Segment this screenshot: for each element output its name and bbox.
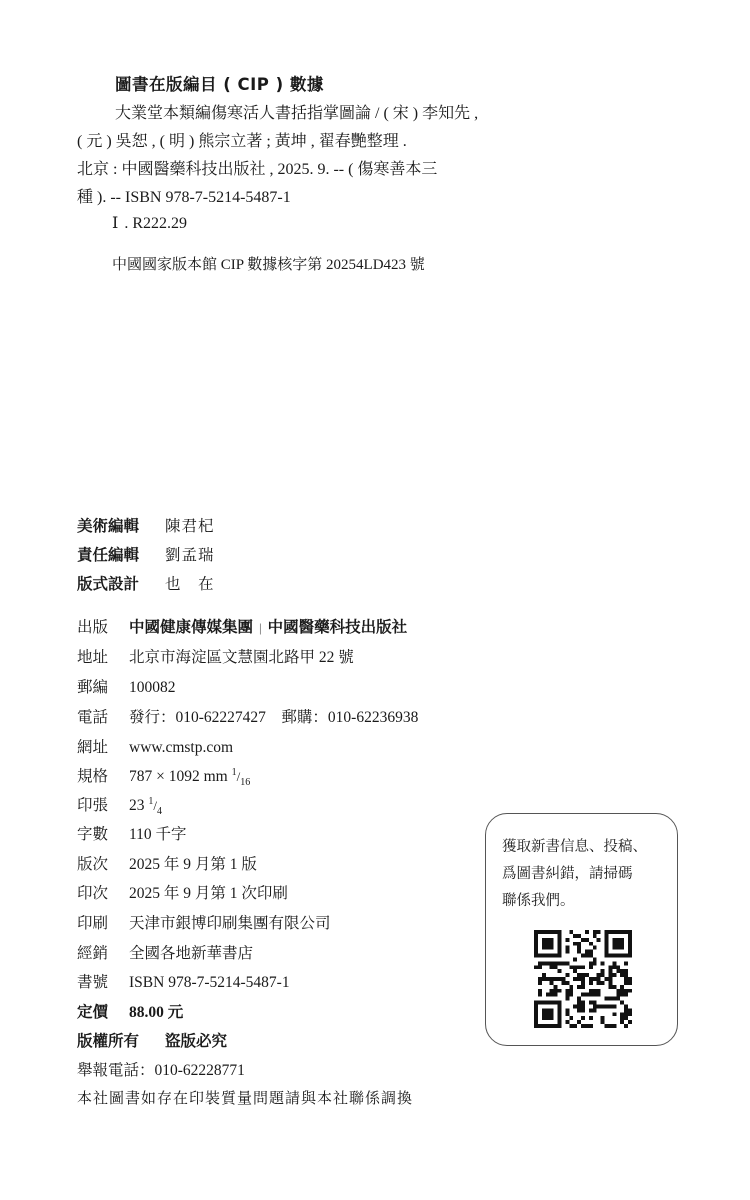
info-row-printing bbox=[77, 881, 288, 903]
info-value: 100082 bbox=[129, 679, 176, 696]
info-row-price bbox=[77, 1000, 183, 1022]
info-label: 書號 bbox=[77, 974, 109, 991]
price-value: 88.00 元 bbox=[129, 1004, 184, 1021]
info-label: 經銷 bbox=[77, 945, 109, 962]
info-value: 2025 年 9 月第 1 次印刷 bbox=[129, 885, 288, 902]
info-row-sheets: 印張 23 $^1/_4$ bbox=[77, 793, 162, 817]
qr-card-line: 獲取新書信息、投稿、 bbox=[502, 839, 647, 855]
staff-label: 版式設計 bbox=[77, 575, 140, 593]
info-row-website bbox=[77, 735, 233, 757]
staff-row-responsible-editor bbox=[77, 543, 215, 565]
info-label: 郵編 bbox=[77, 679, 109, 696]
cip-classification-code: . R222.29 bbox=[124, 215, 187, 232]
info-value: 23 bbox=[129, 797, 145, 814]
rights-label: 版權所有 bbox=[77, 1033, 140, 1050]
info-value: 發行：010-62227427 郵購：010-62236938 bbox=[129, 709, 419, 726]
info-value: 110 千字 bbox=[129, 826, 187, 843]
cip-nlc-number: 中國國家版本館 CIP 數據核字第 20254LD423 號 bbox=[112, 257, 425, 273]
info-value: 天津市銀博印刷集團有限公司 bbox=[129, 915, 331, 932]
rights-row bbox=[77, 1029, 227, 1051]
fraction-numerator: 1 bbox=[231, 766, 237, 778]
qr-contact-card bbox=[485, 813, 678, 1046]
info-row-phone bbox=[77, 705, 418, 727]
info-label: 地址 bbox=[77, 649, 109, 666]
publisher-name: 中國醫藥科技出版社 bbox=[267, 619, 408, 636]
publisher-group: 中國健康傳媒集團 bbox=[129, 619, 254, 636]
info-label: 版次 bbox=[77, 856, 109, 873]
fraction-denominator: 16 bbox=[240, 777, 251, 789]
info-row-distributor bbox=[77, 941, 253, 963]
info-label: 規格 bbox=[77, 768, 109, 785]
cip-title: 圖書在版編目 ( CIP ) 數據 bbox=[115, 75, 324, 94]
cip-line-2: ( 元 ) 吳恕 , ( 明 ) 熊宗立著 ; 黃坤 , 翟春艷整理 . bbox=[77, 133, 407, 150]
info-row-printer bbox=[77, 911, 331, 933]
info-value: 全國各地新華書店 bbox=[129, 945, 254, 962]
info-label: 電話 bbox=[77, 709, 109, 726]
info-label: 印張 bbox=[77, 797, 109, 814]
staff-row-art-editor bbox=[77, 514, 215, 536]
info-label: 定價 bbox=[77, 1004, 109, 1021]
info-row-address bbox=[77, 645, 354, 667]
info-row-format: 規格 787 × 1092 mm $^1/_{16}$ bbox=[77, 764, 250, 788]
fraction-numerator: 1 bbox=[148, 795, 154, 807]
qr-code-icon[interactable] bbox=[534, 930, 632, 1028]
exchange-note: 本社圖書如存在印裝質量問題請與本社聯係調換 bbox=[77, 1091, 414, 1107]
rights-value: 盜版必究 bbox=[165, 1033, 228, 1050]
staff-label: 責任編輯 bbox=[77, 546, 140, 564]
qr-card-line: 爲圖書糾錯，請掃碼 bbox=[502, 866, 633, 882]
cip-line-1: 大業堂本類編傷寒活人書括指掌圖論 / ( 宋 ) 李知先 , bbox=[115, 105, 479, 122]
staff-row-layout-design bbox=[77, 572, 215, 594]
info-row-publisher bbox=[77, 615, 407, 637]
info-value: 787 × 1092 mm bbox=[129, 768, 228, 785]
staff-value: 劉孟瑞 bbox=[165, 547, 215, 564]
qr-card-text bbox=[502, 834, 667, 915]
info-row-wordcount bbox=[77, 822, 187, 844]
staff-label: 美術編輯 bbox=[77, 517, 140, 535]
qr-card-line: 聯係我們。 bbox=[502, 893, 575, 909]
report-phone: 舉報電話：010-62228771 bbox=[77, 1062, 245, 1079]
info-label: 字數 bbox=[77, 826, 109, 843]
cip-classification-roman: Ⅰ bbox=[112, 215, 119, 232]
info-row-postcode bbox=[77, 675, 176, 697]
info-label: 網址 bbox=[77, 739, 109, 756]
info-label: 印刷 bbox=[77, 915, 109, 932]
info-value: ISBN 978-7-5214-5487-1 bbox=[129, 974, 290, 991]
publisher-separator: | bbox=[259, 620, 262, 635]
cip-classification bbox=[112, 213, 187, 233]
cip-line-4: 種 ). -- ISBN 978-7-5214-5487-1 bbox=[77, 189, 291, 206]
staff-value: 陳君杞 bbox=[165, 518, 215, 535]
staff-value: 也 在 bbox=[165, 576, 215, 593]
info-row-isbn bbox=[77, 970, 290, 992]
info-value: 2025 年 9 月第 1 版 bbox=[129, 856, 257, 873]
info-value: 北京市海淀區文慧園北路甲 22 號 bbox=[129, 649, 354, 666]
info-label: 印次 bbox=[77, 885, 109, 902]
cip-line-3: 北京 : 中國醫藥科技出版社 , 2025. 9. -- ( 傷寒善本三 bbox=[77, 161, 438, 178]
fraction-denominator: 4 bbox=[157, 806, 162, 818]
website-link[interactable]: www.cmstp.com bbox=[129, 739, 234, 756]
info-label: 出版 bbox=[77, 619, 109, 636]
info-row-edition bbox=[77, 852, 257, 874]
